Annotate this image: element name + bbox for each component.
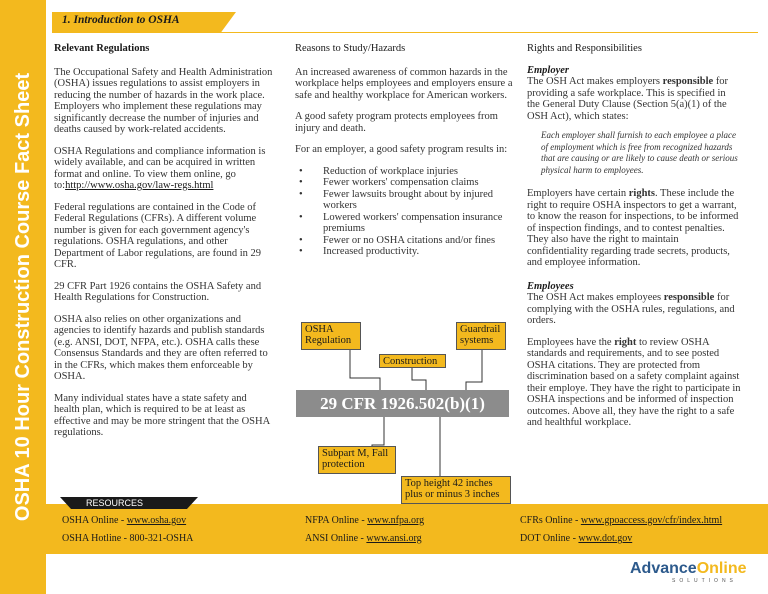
paragraph: An increased awareness of common hazards in the workplace helps employees and employers ensure a safe and healthy workplace for American workers.: [295, 66, 513, 101]
callout-subpart: Subpart M, Fall protection: [318, 446, 396, 474]
resource-link[interactable]: www.gpoaccess.gov/cfr/index.html: [580, 515, 723, 526]
cfr-citation: 29 CFR 1926.502(b)(1): [296, 390, 509, 417]
employer-subheading: Employer: [527, 64, 569, 76]
list-item: • Increased productivity.: [295, 246, 519, 258]
resource-ansi-online: ANSI Online - www.ansi.org: [305, 533, 422, 544]
paragraph: Federal regulations are contained in the Code of Federal Regulations (CFRs). A different volume number is given for each government agency's regulations. OSHA regulations, and other Department of Labor regulations, are found in 29 CFR.: [54, 201, 262, 270]
resource-cfrs-online: CFRs Online - www.gpoaccess.gov/cfr/index.html: [520, 515, 723, 526]
callout-guardrail: Guardrail systems: [456, 322, 506, 350]
column-heading: Reasons to Study/Hazards: [295, 43, 406, 54]
paragraph: A good safety program protects employees from injury and death.: [295, 111, 498, 134]
list-item: • Reduction of workplace injuries: [295, 166, 519, 178]
resource-link[interactable]: www.osha.gov: [126, 515, 187, 526]
list-item: • Fewer lawsuits brought about by injured workers: [295, 189, 519, 212]
resource-link[interactable]: www.dot.gov: [578, 533, 633, 544]
paragraph: Many individual states have a state safety and health plan, which is required to be at least as effective and may be more stringent that the OSHA regulations.: [54, 392, 270, 438]
paragraph: OSHA also relies on other organizations and agencies to identify hazards and publish standards (e.g. ANSI, DOT, NFPA, etc.). OSHA calls these Consensus Standards and they are often referred to in the CFRs, which makes them enforceable by OSHA.: [54, 313, 268, 382]
list-item: • Fewer workers' compensation claims: [295, 177, 519, 189]
callout-osha-regulation: OSHA Regulation: [301, 322, 361, 350]
callout-top-height: Top height 42 inches plus or minus 3 inches: [401, 476, 511, 504]
resource-link[interactable]: www.nfpa.org: [367, 515, 425, 526]
column-heading: Relevant Regulations: [54, 43, 150, 54]
paragraph: The OSH Act makes employers responsible for providing a safe workplace. This is specified in the General Duty Clause (Section 5(a)(1) of the OSH Act), which states:: [527, 76, 729, 122]
paragraph: 29 CFR Part 1926 contains the OSHA Safety and Health Regulations for Construction.: [54, 280, 262, 303]
employees-subheading: Employees: [527, 280, 574, 292]
logo-subtitle: SOLUTIONS: [672, 578, 737, 584]
resources-bar: [46, 504, 768, 554]
sidebar-title: OSHA 10 Hour Construction Course Fact Sheet: [12, 72, 34, 522]
paragraph: The Occupational Safety and Health Administration (OSHA) issues regulations to assist employers in reducing the number of hazards in the work place. Employers who implement these regulations may significantly decrease the number of injuries and deaths caused by work-related accidents.: [54, 66, 273, 135]
list-item: • Lowered workers' compensation insurance premiums: [295, 212, 519, 235]
resources-label: RESOURCES: [86, 498, 144, 508]
column-rights: [527, 43, 741, 439]
column-heading: Rights and Responsibilities: [527, 43, 642, 54]
list-item: • Fewer or no OSHA citations and/or fines: [295, 235, 519, 247]
general-duty-quote: Each employer shall furnish to each employee a place of employment which is free from recognized hazards that are causing or are likely to cause death or serious physical harm to employees.: [541, 130, 738, 175]
paragraph: Employers have certain rights. These include the right to require OSHA inspectors to get a warrant, to know the reason for inspections, to be informed of inspection findings, and to contest penalties. They also have the right to maintain confidentiality regarding trade secrets, products, and employee information.: [527, 188, 739, 268]
resource-dot-online: DOT Online - www.dot.gov: [520, 533, 633, 544]
resource-link[interactable]: www.ansi.org: [366, 533, 422, 544]
paragraph: OSHA Regulations and compliance information is widely available, and can be acquired in written format and online. To view them online, go to:http://www.osha.gov/law-regs.html: [54, 145, 266, 191]
advance-online-logo: AdvanceOnline: [630, 560, 747, 577]
resource-osha-hotline: OSHA Hotline - 800-321-OSHA: [62, 533, 194, 544]
section-title: 1. Introduction to OSHA: [62, 14, 180, 26]
callout-construction: Construction: [379, 354, 446, 368]
paragraph: Employees have the right to review OSHA standards and requirements, and to see posted OSHA citations. They are protected from discrimination based on a safety complaint against their employe. They have the right to participate in OSHA inspections and be informed of inspection outcomes. Above all, they have the right to a safe and healthful workplace.: [527, 336, 741, 428]
resource-osha-online: OSHA Online - www.osha.gov: [62, 515, 187, 526]
resource-nfpa-online: NFPA Online - www.nfpa.org: [305, 515, 425, 526]
paragraph: The OSH Act makes employees responsible for complying with the OSHA rules, regulations, and orders.: [527, 292, 735, 326]
paragraph: For an employer, a good safety program results in:: [295, 144, 508, 155]
osha-regs-link[interactable]: http://www.osha.gov/law-regs.html: [65, 180, 214, 191]
